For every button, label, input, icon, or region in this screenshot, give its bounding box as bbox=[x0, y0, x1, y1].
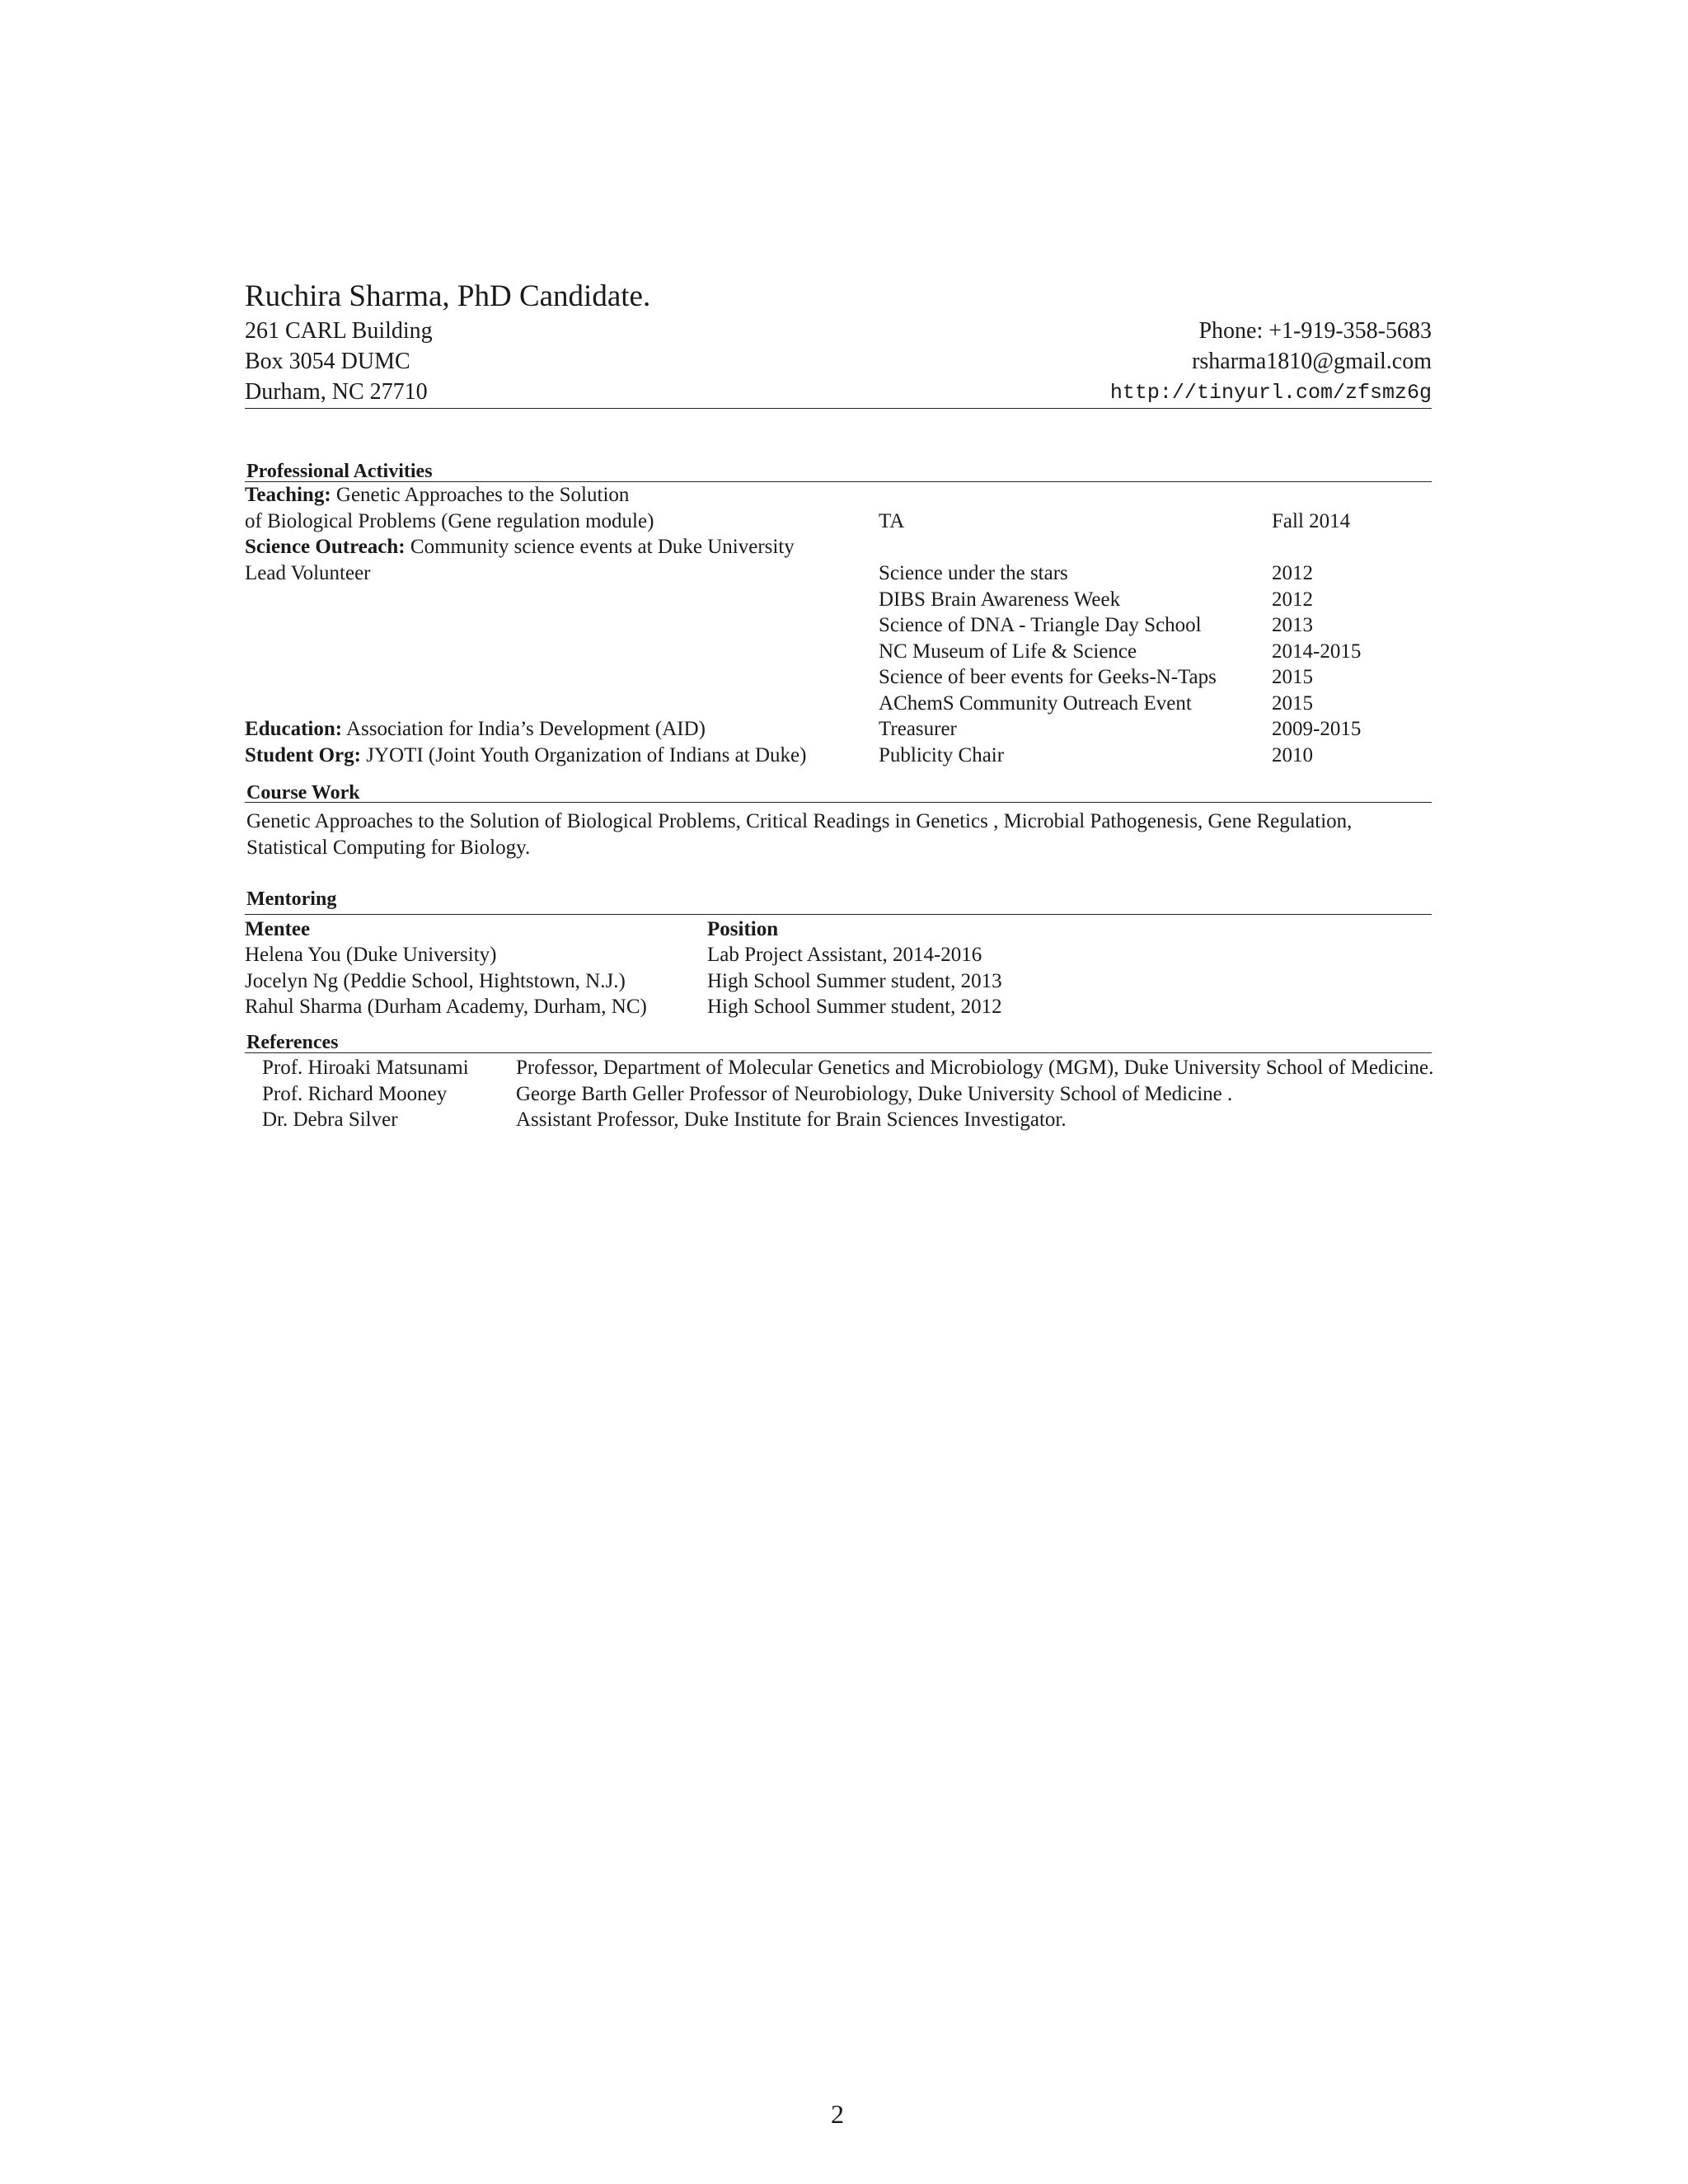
phone-number: Phone: +1-919-358-5683 bbox=[1198, 318, 1432, 344]
teaching-label: Teaching: bbox=[245, 484, 331, 506]
teaching-line-1 bbox=[245, 482, 629, 509]
outreach-event: AChemS Community Outreach Event bbox=[879, 692, 1192, 715]
teaching-role: TA bbox=[879, 510, 905, 532]
mentee-position: Lab Project Assistant, 2014-2016 bbox=[707, 944, 982, 966]
outreach-year: 2012 bbox=[1272, 562, 1313, 584]
references-rule bbox=[245, 1052, 1432, 1053]
header-rule bbox=[245, 408, 1432, 409]
email-address: rsharma1810@gmail.com bbox=[1192, 349, 1432, 374]
mentee-name: Helena You (Duke University) bbox=[245, 944, 497, 966]
mentee-column-header: Mentee bbox=[245, 918, 311, 940]
outreach-year: 2012 bbox=[1272, 588, 1313, 611]
address-line-2: Box 3054 DUMC bbox=[245, 349, 410, 374]
outreach-year: 2014-2015 bbox=[1272, 640, 1362, 663]
mentoring-rule bbox=[245, 914, 1432, 915]
outreach-event: Science of beer events for Geeks-N-Taps bbox=[879, 666, 1217, 688]
outreach-label: Science Outreach: bbox=[245, 536, 406, 558]
education-year: 2009-2015 bbox=[1272, 718, 1362, 740]
reference-name: Prof. Hiroaki Matsunami bbox=[262, 1057, 469, 1079]
education-role: Treasurer bbox=[879, 718, 957, 740]
studentorg-year: 2010 bbox=[1272, 744, 1313, 766]
outreach-event: Science under the stars bbox=[879, 562, 1068, 584]
outreach-year: 2015 bbox=[1272, 692, 1313, 715]
outreach-role: Lead Volunteer bbox=[245, 562, 371, 584]
coursework-line-1: Genetic Approaches to the Solution of Biological Problems, Critical Readings in Genetics , Microbial Pathogenesis, Gene Regulation, bbox=[246, 810, 1353, 832]
mentee-position: High School Summer student, 2013 bbox=[707, 970, 1002, 992]
mentee-name: Jocelyn Ng (Peddie School, Hightstown, N.J.) bbox=[245, 970, 626, 992]
studentorg-role: Publicity Chair bbox=[879, 744, 1005, 766]
reference-name: Prof. Richard Mooney bbox=[262, 1083, 448, 1105]
reference-name: Dr. Debra Silver bbox=[262, 1108, 398, 1131]
outreach-year: 2013 bbox=[1272, 614, 1313, 636]
reference-title: Professor, Department of Molecular Genetics and Microbiology (MGM), Duke University School of Medicine. bbox=[516, 1057, 1434, 1079]
outreach-line bbox=[245, 534, 795, 560]
reference-title: Assistant Professor, Duke Institute for Brain Sciences Investigator. bbox=[516, 1108, 1067, 1131]
studentorg-label: Student Org: bbox=[245, 744, 361, 766]
coursework-heading: Course Work bbox=[246, 782, 360, 804]
teaching-text-2: of Biological Problems (Gene regulation module) bbox=[245, 510, 654, 532]
outreach-event: NC Museum of Life & Science bbox=[879, 640, 1137, 663]
education-line bbox=[245, 716, 706, 743]
teaching-date: Fall 2014 bbox=[1272, 510, 1351, 532]
cv-name: Ruchira Sharma, PhD Candidate. bbox=[245, 279, 651, 313]
references-heading: References bbox=[246, 1032, 339, 1053]
professional-activities-heading: Professional Activities bbox=[246, 461, 433, 482]
outreach-event: DIBS Brain Awareness Week bbox=[879, 588, 1121, 611]
mentoring-heading: Mentoring bbox=[246, 888, 337, 910]
page-number: 2 bbox=[831, 2099, 844, 2129]
mentee-position: High School Summer student, 2012 bbox=[707, 996, 1002, 1018]
address-line-3: Durham, NC 27710 bbox=[245, 379, 428, 405]
mentee-name: Rahul Sharma (Durham Academy, Durham, NC) bbox=[245, 996, 647, 1018]
education-label: Education: bbox=[245, 718, 343, 740]
homepage-link[interactable]: http://tinyurl.com/zfsmz6g bbox=[1109, 381, 1432, 405]
education-text: Association for India’s Development (AID) bbox=[345, 718, 706, 740]
address-line-1: 261 CARL Building bbox=[245, 318, 433, 344]
teaching-text-1: Genetic Approaches to the Solution bbox=[335, 484, 630, 506]
coursework-line-2: Statistical Computing for Biology. bbox=[246, 837, 531, 859]
position-column-header: Position bbox=[707, 918, 779, 940]
outreach-event: Science of DNA - Triangle Day School bbox=[879, 614, 1202, 636]
outreach-text: Community science events at Duke University bbox=[410, 536, 795, 558]
studentorg-line bbox=[245, 743, 806, 769]
studentorg-text: JYOTI (Joint Youth Organization of Indians at Duke) bbox=[366, 744, 807, 766]
coursework-rule bbox=[245, 802, 1432, 803]
outreach-year: 2015 bbox=[1272, 666, 1313, 688]
reference-title: George Barth Geller Professor of Neurobiology, Duke University School of Medicine . bbox=[516, 1083, 1233, 1105]
